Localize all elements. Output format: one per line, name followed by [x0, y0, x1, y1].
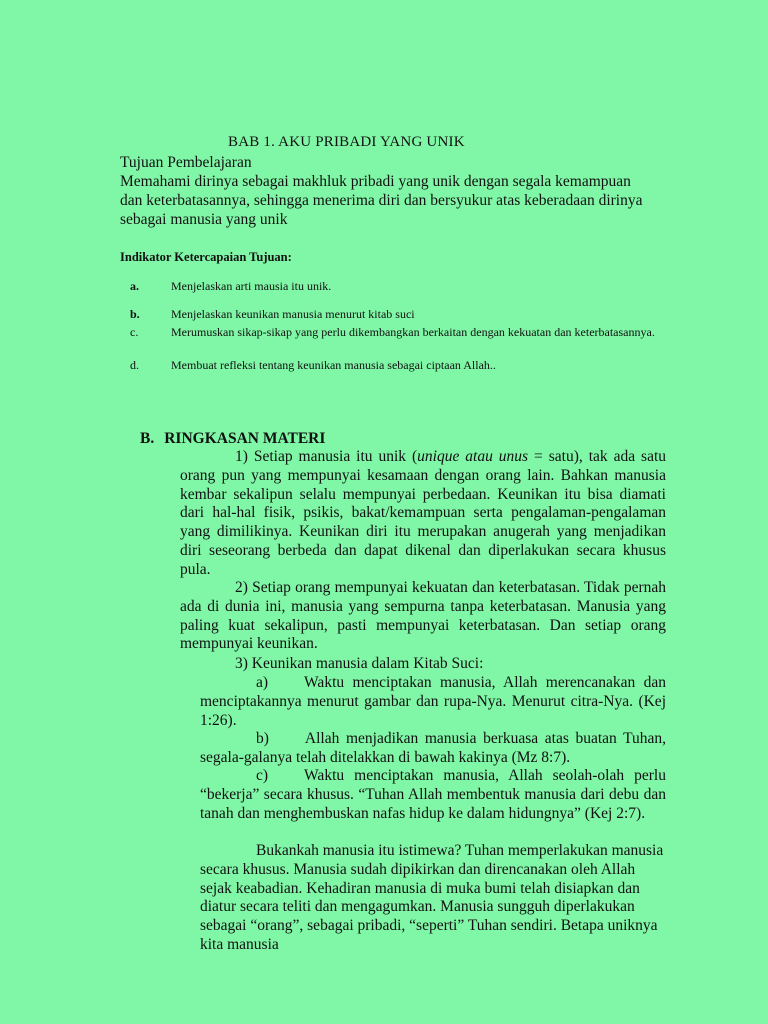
point-1-lead: 1) Setiap manusia itu unik (: [235, 448, 418, 465]
point-2-text: 2) Setiap orang mempunyai kekuatan dan keterbatasan. Tidak pernah ada di dunia ini, manusia yang sempurna tanpa keterbatasan. Manusia yang paling kuat sekalipun, pasti mempunyai keterbatasan. Dan setiap orang mempunyai keunikan.: [180, 579, 666, 653]
closing-text: Bukankah manusia itu istimewa? Tuhan memperlakukan manusia secara khusus. Manusia sudah dipikirkan dan direncanakan oleh Allah sejak keabadian. Kehadiran manusia di muka bumi telah disiapkan dan diatur secara teliti dan mengagumkan. Manusia sungguh diperlakukan sebagai “orang”, sebagai pribadi, “seperti” Tuhan sendiri. Betapa uniknya kita manusia: [200, 842, 664, 953]
indicator-text: Merumuskan sikap-sikap yang perlu dikembangkan berkaitan dengan kekuatan dan keterbatasannya.: [171, 325, 655, 339]
section-title: RINGKASAN MATERI: [164, 430, 326, 447]
sub-point-label: b): [256, 730, 269, 747]
indicator-label: b.: [130, 307, 140, 321]
summary-point-3: [180, 655, 666, 674]
indicator-label: a.: [130, 279, 139, 293]
sub-point-text: Waktu menciptakan manusia, Allah merencanakan dan menciptakannya menurut gambar dan rupa-Nya. Menurut citra-Nya. (Kej 1:26).: [200, 674, 666, 729]
indicator-text: Menjelaskan arti mausia itu unik.: [171, 279, 332, 293]
chapter-title: BAB 1. AKU PRIBADI YANG UNIK: [228, 134, 465, 150]
summary-point-2: [180, 579, 666, 654]
section-label: B.: [140, 430, 155, 447]
sub-point-label: a): [256, 674, 269, 691]
summary-point-1: [180, 448, 666, 580]
objective-heading: Tujuan Pembelajaran: [120, 154, 252, 171]
closing-paragraph: [200, 842, 666, 955]
indicator-label: c.: [130, 325, 139, 339]
sub-point-text: Allah menjadikan manusia berkuasa atas buatan Tuhan, segala-galanya telah ditelakkan di bawah kakinya (Mz 8:7).: [200, 730, 666, 766]
point-1-rest: = satu), tak ada satu orang pun yang mempunyai kesamaan dengan orang lain. Bahkan manusia kembar sekalipun selalu mempunyai perbedaan. Keunikan itu bisa diamati dari hal-hal fisik, psikis, bakat/kemampuan serta pengalaman-pengalaman yang dimilikinya. Keunikan diri itu merupakan anugerah yang menjadikan diri seseorang berbeda dan dapat dikenal dan diperlakukan secara khusus pula.: [180, 448, 667, 578]
point-3-text: 3) Keunikan manusia dalam Kitab Suci:: [235, 655, 484, 672]
objective-text: Memahami dirinya sebagai makhluk pribadi yang unik dengan segala kemampuan dan keterbatasannya, sehingga menerima diri dan bersyukur atas keberadaan dirinya sebagai manusia yang unik: [120, 173, 643, 228]
indicator-label: d.: [130, 358, 139, 372]
indicator-text: Membuat refleksi tentang keunikan manusia sebagai ciptaan Allah..: [171, 358, 496, 372]
sub-point-b: [200, 730, 666, 768]
sub-point-c: [200, 767, 666, 823]
section-heading: [140, 430, 325, 448]
point-1-italic: unique atau unus: [417, 448, 529, 465]
indicator-heading: Indikator Ketercapaian Tujuan:: [120, 250, 292, 264]
sub-point-a: [200, 674, 666, 730]
sub-point-label: c): [256, 767, 269, 784]
sub-point-text: Waktu menciptakan manusia, Allah seolah-olah perlu “bekerja” secara khusus. “Tuhan Allah membentuk manusia dari debu dan tanah dan menghembuskan nafas hidup ke dalam hidungnya” (Kej 2:7).: [200, 767, 666, 822]
indicator-text: Menjelaskan keunikan manusia menurut kitab suci: [171, 307, 415, 321]
